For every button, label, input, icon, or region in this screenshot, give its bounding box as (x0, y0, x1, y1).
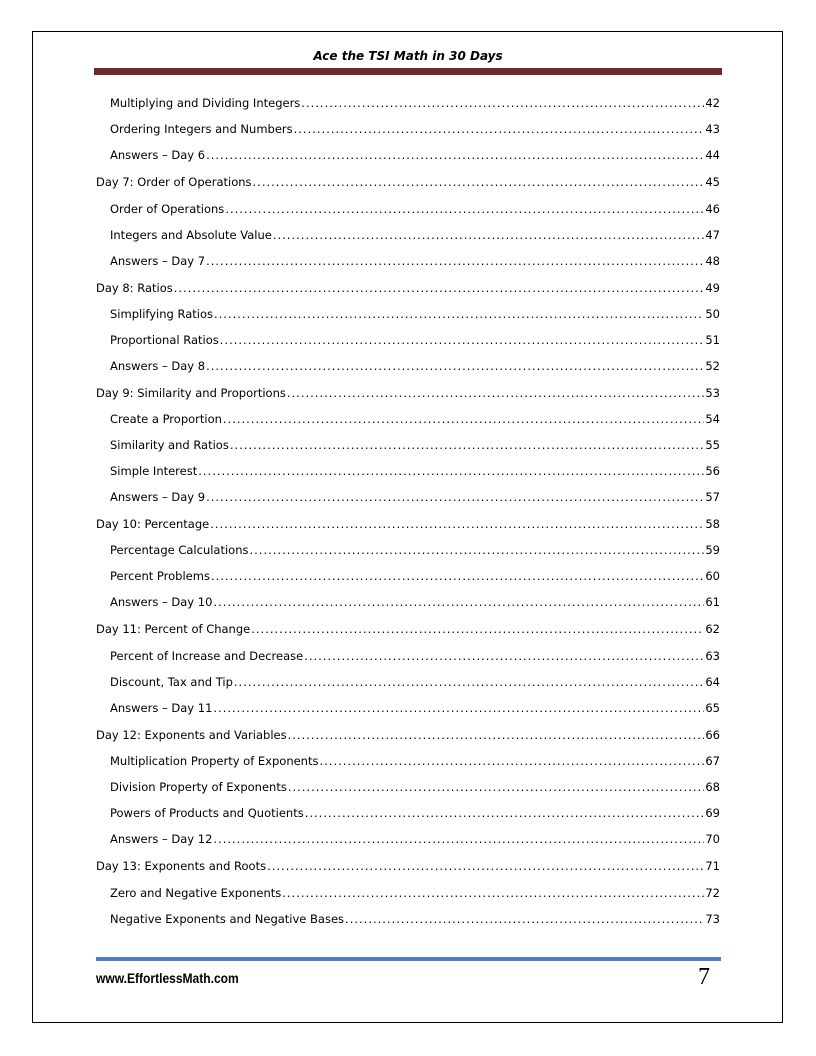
toc-entry-page: 42 (705, 96, 720, 110)
toc-entry-title: Day 12: Exponents and Variables (96, 728, 287, 742)
toc-entry-page: 69 (705, 806, 720, 820)
toc-entry-title: Multiplying and Dividing Integers (110, 96, 301, 110)
toc-entry-title: Order of Operations (110, 202, 225, 216)
toc-entry-page: 48 (705, 254, 720, 268)
running-header-title: Ace the TSI Math in 30 Days (313, 49, 503, 63)
toc-entry-title: Integers and Absolute Value (110, 228, 272, 242)
toc-entry-title: Day 9: Similarity and Proportions (96, 386, 286, 400)
toc-entry-title: Percent Problems (110, 569, 210, 583)
toc-entry-page: 73 (705, 912, 720, 926)
toc-dot-leader (288, 726, 705, 744)
toc-entry-title: Proportional Ratios (110, 333, 219, 347)
toc-dot-leader (267, 857, 704, 875)
toc-entry-page: 54 (705, 412, 720, 426)
toc-entry-title: Answers – Day 11 (110, 701, 213, 715)
toc-entry-page: 61 (705, 595, 720, 609)
toc-entry[interactable] (96, 357, 720, 375)
toc-entry[interactable] (96, 462, 720, 480)
toc-entry-page: 47 (705, 228, 720, 242)
toc-entry-title: Create a Proportion (110, 412, 222, 426)
toc-entry-title: Day 8: Ratios (96, 281, 173, 295)
toc-day-entry[interactable] (96, 384, 720, 402)
toc-entry-page: 46 (705, 202, 720, 216)
toc-dot-leader (174, 279, 705, 297)
toc-dot-leader (304, 647, 704, 665)
toc-dot-leader (319, 752, 704, 770)
toc-entry-page: 71 (705, 859, 720, 873)
toc-dot-leader (206, 357, 704, 375)
toc-entry-title: Answers – Day 6 (110, 148, 206, 162)
toc-entry-title: Simple Interest (110, 464, 198, 478)
toc-entry[interactable] (96, 593, 720, 611)
toc-entry-title: Day 11: Percent of Change (96, 622, 251, 636)
toc-entry-title: Ordering Integers and Numbers (110, 122, 293, 136)
toc-entry-title: Multiplication Property of Exponents (110, 754, 319, 768)
toc-dot-leader (213, 593, 704, 611)
toc-dot-leader (250, 541, 705, 559)
toc-entry-page: 52 (705, 359, 720, 373)
toc-dot-leader (220, 331, 705, 349)
toc-entry[interactable] (96, 752, 720, 770)
toc-dot-leader (198, 462, 704, 480)
toc-entry-page: 59 (705, 543, 720, 557)
toc-entry-page: 62 (705, 622, 720, 636)
toc-entry-page: 45 (705, 175, 720, 189)
toc-entry[interactable] (96, 410, 720, 428)
toc-dot-leader (206, 488, 704, 506)
toc-entry[interactable] (96, 436, 720, 454)
toc-entry[interactable] (96, 226, 720, 244)
toc-entry-title: Answers – Day 9 (110, 490, 206, 504)
toc-entry-title: Day 7: Order of Operations (96, 175, 252, 189)
toc-entry-page: 57 (705, 490, 720, 504)
toc-dot-leader (287, 384, 705, 402)
toc-day-entry[interactable] (96, 726, 720, 744)
toc-dot-leader (213, 830, 704, 848)
toc-entry[interactable] (96, 331, 720, 349)
toc-entry-title: Discount, Tax and Tip (110, 675, 233, 689)
toc-dot-leader (210, 515, 704, 533)
toc-dot-leader (282, 884, 704, 902)
toc-dot-leader (251, 620, 704, 638)
toc-entry[interactable] (96, 200, 720, 218)
toc-entry[interactable] (96, 647, 720, 665)
toc-dot-leader (234, 673, 704, 691)
toc-entry-page: 63 (705, 649, 720, 663)
toc-entry[interactable] (96, 146, 720, 164)
toc-entry-page: 58 (705, 517, 720, 531)
toc-entry[interactable] (96, 567, 720, 585)
toc-day-entry[interactable] (96, 620, 720, 638)
toc-day-entry[interactable] (96, 515, 720, 533)
toc-dot-leader (230, 436, 705, 454)
toc-entry[interactable] (96, 804, 720, 822)
toc-day-entry[interactable] (96, 279, 720, 297)
header-rule (94, 68, 722, 75)
toc-entry[interactable] (96, 673, 720, 691)
toc-entry-page: 51 (705, 333, 720, 347)
toc-dot-leader (253, 173, 705, 191)
toc-entry-title: Division Property of Exponents (110, 780, 287, 794)
toc-entry-title: Answers – Day 12 (110, 832, 213, 846)
toc-entry[interactable] (96, 910, 720, 928)
toc-entry[interactable] (96, 884, 720, 902)
toc-entry-title: Day 10: Percentage (96, 517, 210, 531)
toc-entry-title: Powers of Products and Quotients (110, 806, 304, 820)
toc-entry-page: 68 (705, 780, 720, 794)
toc-dot-leader (345, 910, 704, 928)
toc-entry[interactable] (96, 488, 720, 506)
footer-website-link[interactable]: www.EffortlessMath.com (96, 970, 239, 986)
toc-entry-page: 53 (705, 386, 720, 400)
toc-dot-leader (206, 146, 704, 164)
toc-entry-title: Similarity and Ratios (110, 438, 229, 452)
toc-entry-page: 43 (705, 122, 720, 136)
toc-entry-page: 65 (705, 701, 720, 715)
toc-day-entry[interactable] (96, 857, 720, 875)
toc-entry[interactable] (96, 120, 720, 138)
toc-entry-title: Simplifying Ratios (110, 307, 213, 321)
toc-entry-page: 49 (705, 281, 720, 295)
toc-dot-leader (305, 804, 705, 822)
toc-entry[interactable] (96, 305, 720, 323)
toc-entry[interactable] (96, 94, 720, 112)
toc-entry-title: Answers – Day 7 (110, 254, 206, 268)
toc-dot-leader (206, 252, 704, 270)
toc-entry[interactable] (96, 252, 720, 270)
toc-entry-title: Answers – Day 8 (110, 359, 206, 373)
toc-entry[interactable] (96, 699, 720, 717)
toc-dot-leader (288, 778, 705, 796)
toc-entry-title: Zero and Negative Exponents (110, 886, 282, 900)
toc-dot-leader (273, 226, 705, 244)
toc-entry-title: Answers – Day 10 (110, 595, 213, 609)
toc-entry-title: Percent of Increase and Decrease (110, 649, 304, 663)
toc-entry-title: Percentage Calculations (110, 543, 249, 557)
toc-dot-leader (294, 120, 705, 138)
toc-entry[interactable] (96, 830, 720, 848)
toc-dot-leader (213, 699, 704, 717)
footer-rule (96, 957, 721, 961)
toc-entry[interactable] (96, 541, 720, 559)
toc-entry-page: 67 (705, 754, 720, 768)
toc-entry-title: Negative Exponents and Negative Bases (110, 912, 345, 926)
toc-entry-page: 50 (705, 307, 720, 321)
toc-dot-leader (223, 410, 704, 428)
toc-entry-page: 66 (705, 728, 720, 742)
toc-day-entry[interactable] (96, 173, 720, 191)
page-number: 7 (698, 964, 710, 990)
toc-entry-page: 72 (705, 886, 720, 900)
toc-dot-leader (214, 305, 704, 323)
toc-entry-page: 60 (705, 569, 720, 583)
toc-entry-title: Day 13: Exponents and Roots (96, 859, 267, 873)
toc-entry-page: 55 (705, 438, 720, 452)
toc-entry-page: 64 (705, 675, 720, 689)
toc-dot-leader (211, 567, 704, 585)
toc-entry[interactable] (96, 778, 720, 796)
toc-entry-page: 70 (705, 832, 720, 846)
toc-entry-page: 56 (705, 464, 720, 478)
toc-entry-page: 44 (705, 148, 720, 162)
toc-dot-leader (301, 94, 704, 112)
toc-dot-leader (225, 200, 704, 218)
